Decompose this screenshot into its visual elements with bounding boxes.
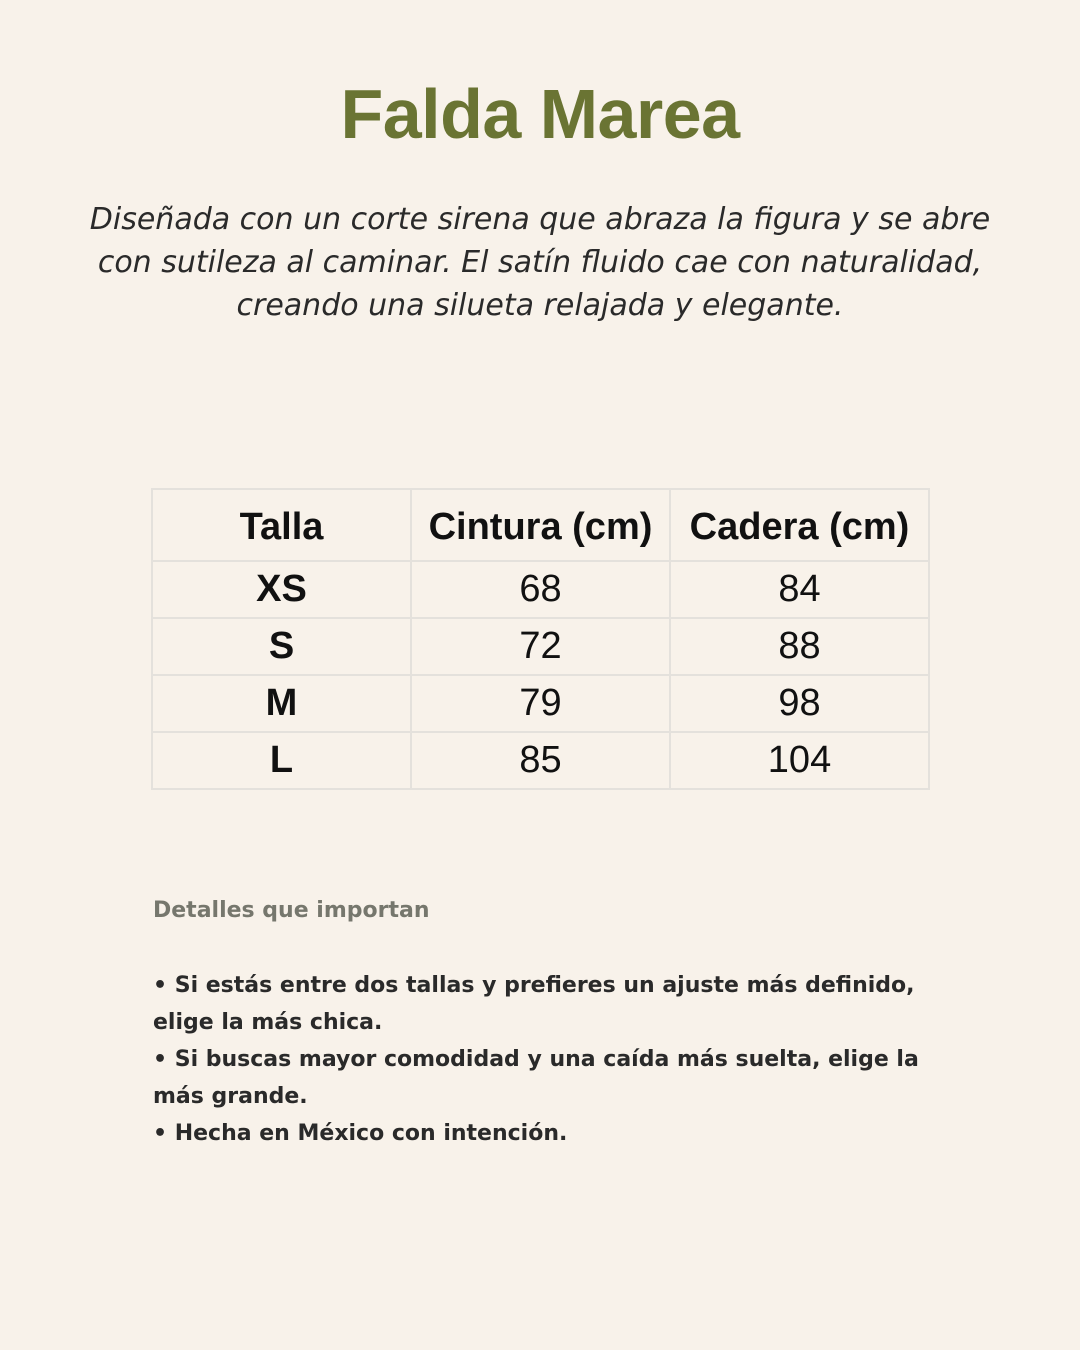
hip-cell: 104 <box>670 732 929 789</box>
product-description: Diseñada con un corte sirena que abraza la figura y se abre con sutileza al caminar. El satín fluido cae con naturalidad, creando una silueta relajada y elegante. <box>89 202 991 323</box>
column-header-hip: Cadera (cm) <box>670 489 929 561</box>
hip-cell: 98 <box>670 675 929 732</box>
hip-cell: 88 <box>670 618 929 675</box>
size-cell: XS <box>152 561 411 618</box>
list-item: • Si estás entre dos tallas y prefieres un ajuste más definido, elige la más chica. <box>153 973 915 1035</box>
column-header-waist: Cintura (cm) <box>411 489 670 561</box>
table-row <box>152 732 929 789</box>
details-heading: Detalles que importan <box>153 898 430 923</box>
table-row <box>152 618 929 675</box>
product-title: Falda Marea <box>340 75 740 153</box>
hip-cell: 84 <box>670 561 929 618</box>
size-chart-header-row <box>152 489 929 561</box>
waist-cell: 79 <box>411 675 670 732</box>
table-row <box>152 675 929 732</box>
list-item: • Hecha en México con intención. <box>153 1121 568 1146</box>
column-header-size: Talla <box>152 489 411 561</box>
details-list <box>153 967 928 1152</box>
size-cell: S <box>152 618 411 675</box>
table-row <box>152 561 929 618</box>
size-cell: L <box>152 732 411 789</box>
size-cell: M <box>152 675 411 732</box>
waist-cell: 68 <box>411 561 670 618</box>
list-item: • Si buscas mayor comodidad y una caída más suelta, elige la más grande. <box>153 1047 919 1109</box>
waist-cell: 72 <box>411 618 670 675</box>
waist-cell: 85 <box>411 732 670 789</box>
size-chart-table <box>151 488 930 790</box>
